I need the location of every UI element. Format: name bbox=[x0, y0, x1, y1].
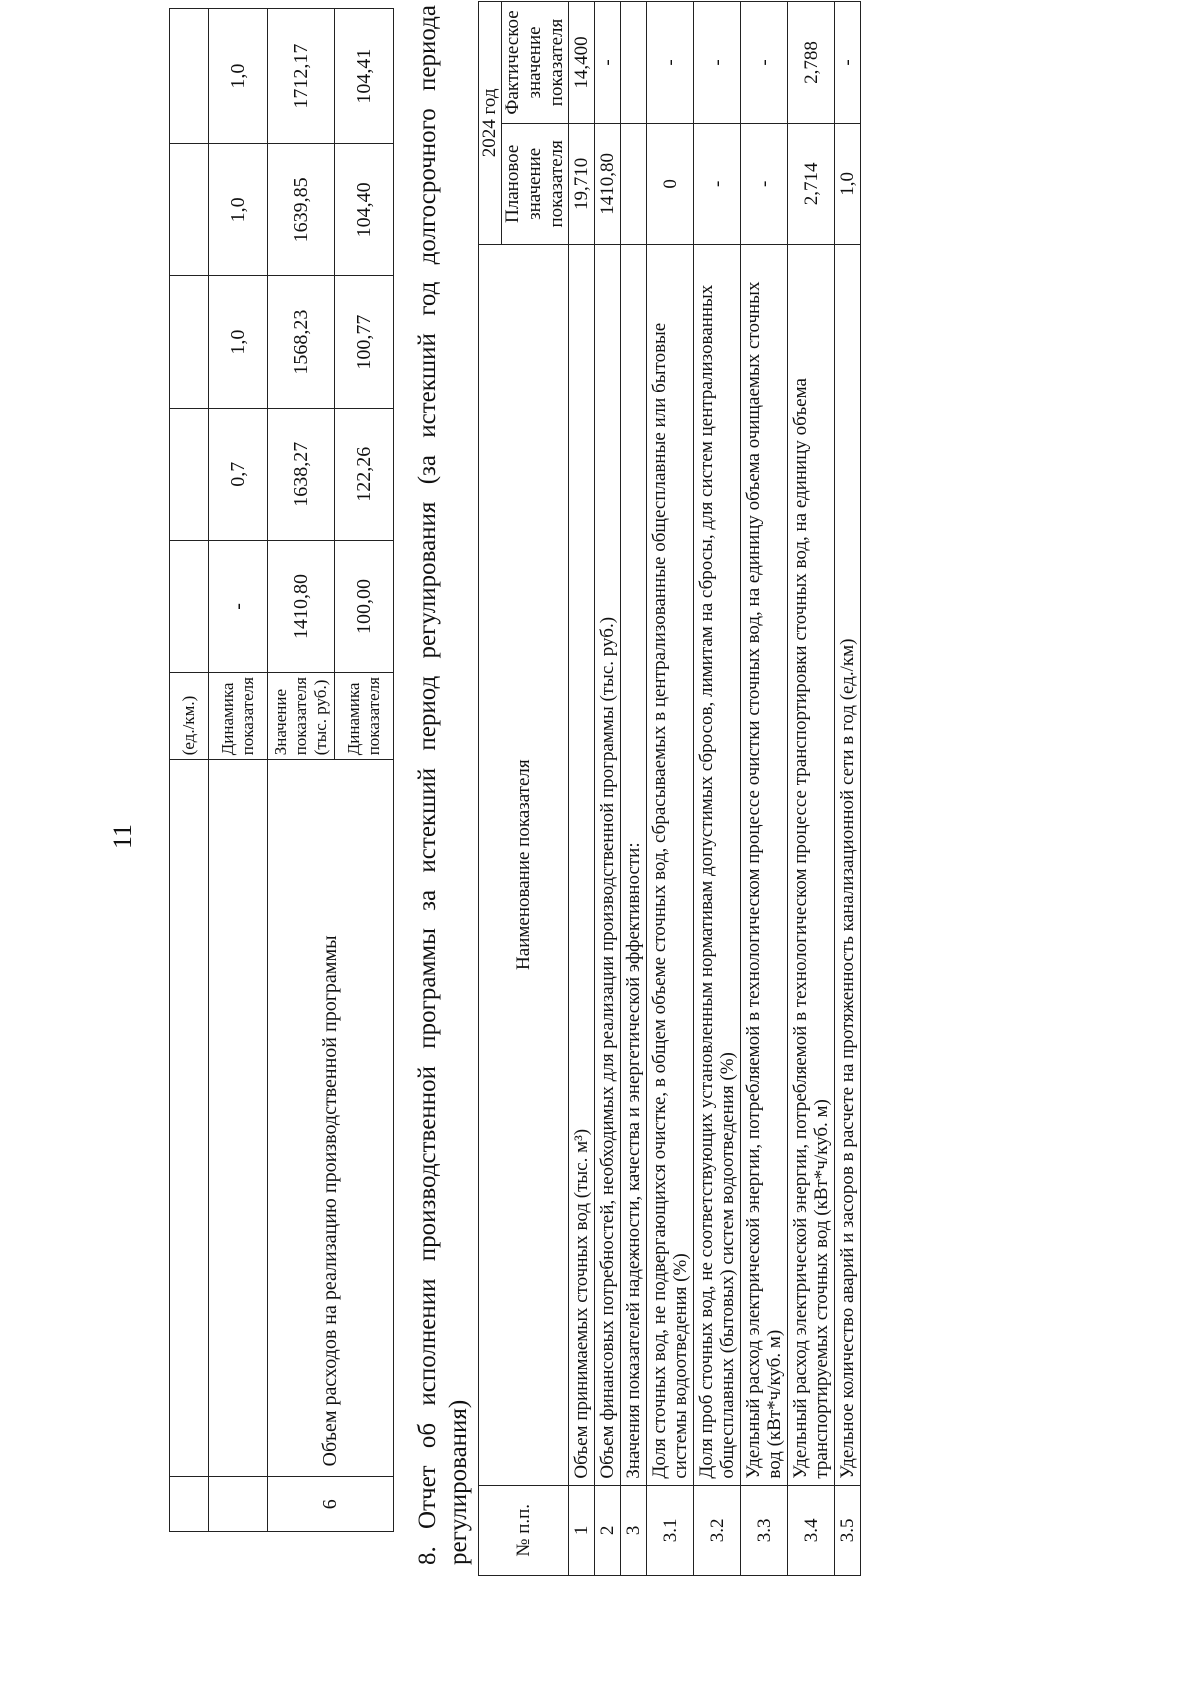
table-cell: 1,0 bbox=[209, 9, 268, 144]
table-cell: - bbox=[209, 540, 268, 672]
planned-value: - bbox=[741, 123, 788, 244]
table-cell: 1712,17 bbox=[268, 9, 335, 144]
table-cell: 104,40 bbox=[335, 144, 394, 276]
row-name: Объем расходов на реализацию производственной программы bbox=[268, 760, 394, 1477]
planned-value: 1410,80 bbox=[595, 123, 621, 244]
table-row bbox=[788, 2, 835, 1576]
table-row bbox=[741, 2, 788, 1576]
table-row bbox=[647, 2, 694, 1576]
row-number: 3 bbox=[621, 1485, 647, 1575]
row-name: Объем принимаемых сточных вод (тыс. м³) bbox=[569, 244, 595, 1485]
table-cell: 1638,27 bbox=[268, 408, 335, 540]
planned-value: - bbox=[694, 123, 741, 244]
row-number: 3.4 bbox=[788, 1485, 835, 1575]
planned-value: 1,0 bbox=[835, 123, 861, 244]
row-name: Объем финансовых потребностей, необходимых для реализации производственной программы (тыс. руб.) bbox=[595, 244, 621, 1485]
upper-table bbox=[169, 8, 394, 1532]
unit-label: (ед./км.) bbox=[170, 673, 209, 760]
table-cell: 1639,85 bbox=[268, 144, 335, 276]
column-header-name: Наименование показателя bbox=[479, 244, 569, 1485]
actual-value: 2,788 bbox=[788, 2, 835, 124]
actual-value: 14,400 bbox=[569, 2, 595, 124]
row-number: 6 bbox=[268, 1477, 394, 1532]
row-number: 1 bbox=[569, 1485, 595, 1575]
table-row bbox=[835, 2, 861, 1576]
column-header-actual: Фактическое значение показателя bbox=[502, 2, 569, 124]
table-cell: 100,77 bbox=[335, 276, 394, 408]
actual-value: - bbox=[647, 2, 694, 124]
table-cell: 1410,80 bbox=[268, 540, 335, 672]
row-label: Динамика показателя bbox=[335, 673, 394, 760]
page-number: 11 bbox=[108, 823, 137, 849]
actual-value: - bbox=[595, 2, 621, 124]
row-name: Значения показателей надежности, качества и энергетической эффективности: bbox=[621, 244, 647, 1485]
table-row bbox=[694, 2, 741, 1576]
table-row bbox=[569, 2, 595, 1576]
table-cell: 100,00 bbox=[335, 540, 394, 672]
column-header-planned: Плановое значение показателя bbox=[502, 123, 569, 244]
row-name: Удельный расход электрической энергии, потребляемой в технологическом процессе очистки сточных вод, на единицу объема очищаемых сточных вод (кВт*ч/куб. м) bbox=[741, 244, 788, 1485]
row-name: Доля проб сточных вод, не соответствующих установленным нормативам допустимых сбросов, лимитам на сбросы, для систем централизованных общесплавных (бытовых) систем водоотведения (%) bbox=[694, 244, 741, 1485]
table-header-row bbox=[479, 2, 502, 1576]
column-header-year: 2024 год bbox=[479, 2, 502, 245]
table-row bbox=[595, 2, 621, 1576]
table-cell: 104,41 bbox=[335, 9, 394, 144]
column-header-number: № п.п. bbox=[479, 1485, 569, 1575]
actual-value bbox=[621, 2, 647, 124]
table-row bbox=[170, 9, 209, 1532]
table-cell: 1,0 bbox=[209, 144, 268, 276]
planned-value bbox=[621, 123, 647, 244]
row-number: 3.1 bbox=[647, 1485, 694, 1575]
table-row bbox=[209, 9, 268, 1532]
table-row bbox=[621, 2, 647, 1576]
actual-value: - bbox=[694, 2, 741, 124]
planned-value: 2,714 bbox=[788, 123, 835, 244]
row-name: Доля сточных вод, не подвергающихся очистке, в общем объеме сточных вод, сбрасываемых в централизованные общесплавные или бытовые системы водоотведения (%) bbox=[647, 244, 694, 1485]
row-label: Значение показателя (тыс. руб.) bbox=[268, 673, 335, 760]
actual-value: - bbox=[835, 2, 861, 124]
table-cell: 0,7 bbox=[209, 408, 268, 540]
row-number: 2 bbox=[595, 1485, 621, 1575]
row-name: Удельный расход электрической энергии, потребляемой в технологическом процессе транспортировки сточных вод, на единицу объема транспортируемых сточных вод (кВт*ч/куб. м) bbox=[788, 244, 835, 1485]
table-cell: 122,26 bbox=[335, 408, 394, 540]
section-heading: 8. Отчет об исполнении производственной программы за истекший период регулирования (за истекший год долгосрочного периода регулирования) bbox=[414, 5, 472, 1565]
planned-value: 0 bbox=[647, 123, 694, 244]
table-cell: 1568,23 bbox=[268, 276, 335, 408]
table-cell: 1,0 bbox=[209, 276, 268, 408]
actual-value: - bbox=[741, 2, 788, 124]
planned-value: 19,710 bbox=[569, 123, 595, 244]
row-name: Удельное количество аварий и засоров в расчете на протяженность канализационной сети в год (ед./км) bbox=[835, 244, 861, 1485]
table-row bbox=[268, 9, 335, 1532]
row-number: 3.2 bbox=[694, 1485, 741, 1575]
row-number: 3.5 bbox=[835, 1485, 861, 1575]
row-label: Динамика показателя bbox=[209, 673, 268, 760]
lower-table bbox=[478, 1, 861, 1576]
row-number: 3.3 bbox=[741, 1485, 788, 1575]
